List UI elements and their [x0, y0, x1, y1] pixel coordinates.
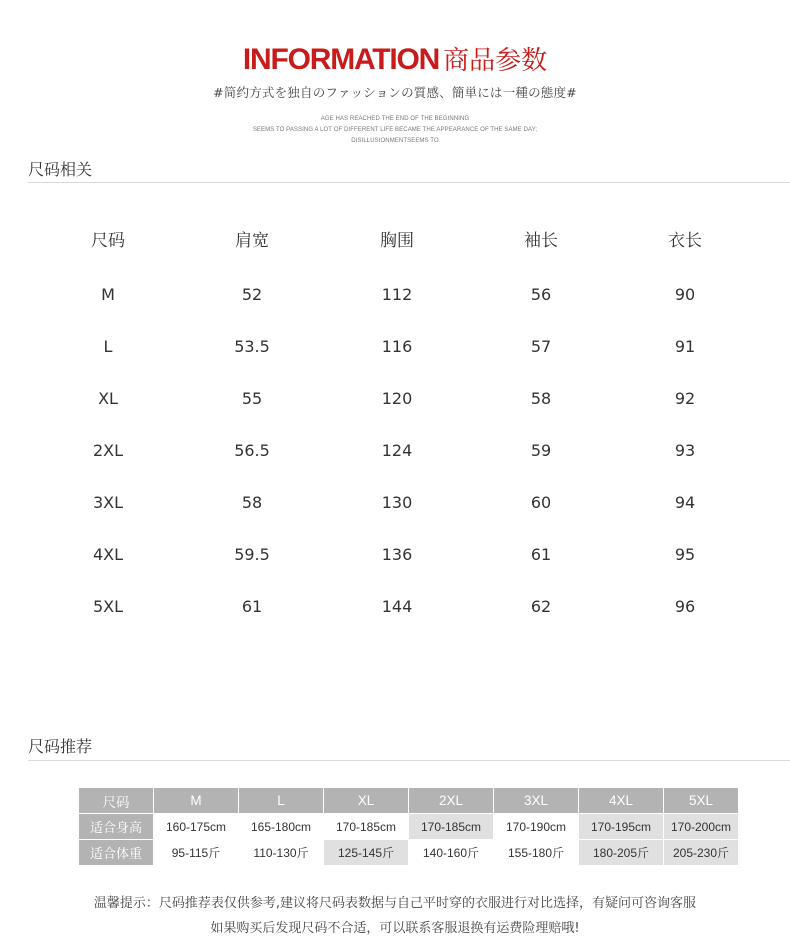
tip-line-1: 温馨提示：尺码推荐表仅供参考,建议将尺码表数据与自己平时穿的衣服进行对比选择，有疑问可咨询客服 [93, 896, 697, 911]
size-header-cell: 肩宽 [235, 231, 269, 251]
table-cell: 205-230斤 [664, 840, 739, 866]
size-table-cell: 52 [241, 285, 263, 304]
table-cell: 170-185cm [324, 814, 409, 840]
section-divider [28, 760, 790, 761]
size-table-cell: 58 [530, 389, 552, 408]
size-table-cell: 92 [674, 389, 696, 408]
recommend-header-row [79, 788, 739, 814]
row-label: 适合身高 [79, 814, 154, 840]
size-table-cell: 112 [381, 285, 413, 304]
size-table-cell: 62 [530, 597, 552, 616]
table-cell: 140-160斤 [409, 840, 494, 866]
table-cell: 170-200cm [664, 814, 739, 840]
size-table-cell: 56 [530, 285, 552, 304]
size-table-cell: 3XL [92, 493, 124, 512]
size-table-cell: 4XL [92, 545, 124, 564]
size-table-cell: 144 [381, 597, 413, 616]
size-table-cell: 5XL [92, 597, 124, 616]
size-table-cell: 61 [530, 545, 552, 564]
size-table-cell: 2XL [92, 441, 124, 460]
title-row [0, 40, 790, 77]
table-row [79, 840, 739, 866]
tagline: #简约方式を独自のファッションの質感、簡単には一種の態度# [213, 85, 577, 100]
header-cell: 尺码 [79, 788, 154, 814]
size-table-cell: 91 [674, 337, 696, 356]
recommend-table [78, 787, 739, 866]
table-cell: 125-145斤 [324, 840, 409, 866]
size-section-title: 尺码相关 [28, 160, 93, 179]
size-table-cell: 59 [530, 441, 552, 460]
table-cell: 95-115斤 [154, 840, 239, 866]
table-row [79, 814, 739, 840]
size-table-cell: 61 [241, 597, 263, 616]
table-cell: 110-130斤 [239, 840, 324, 866]
size-table-cell: 136 [381, 545, 413, 564]
recommend-section-title: 尺码推荐 [28, 737, 93, 756]
table-cell: 170-195cm [579, 814, 664, 840]
size-table-cell: 124 [381, 441, 413, 460]
small-line: DISILLUSIONMENTSEEMS TO [351, 138, 439, 144]
size-table-cell: 130 [381, 493, 413, 512]
header-cell: XL [324, 788, 409, 814]
size-table-cell: 120 [381, 389, 413, 408]
title-en: INFORMATION [242, 43, 440, 76]
header-cell: M [154, 788, 239, 814]
size-table-cell: 90 [674, 285, 696, 304]
small-line: SEEMS TO PASSING A LOT OF DIFFERENT LIFE BECAME THE APPEARANCE OF THE SAME DAY; [252, 127, 538, 133]
table-cell: 170-185cm [409, 814, 494, 840]
size-table-cell: 59.5 [234, 545, 270, 564]
size-table-cell: M [101, 285, 115, 304]
table-cell: 155-180斤 [494, 840, 579, 866]
size-table-cell: 55 [241, 389, 263, 408]
size-table-cell: 60 [530, 493, 552, 512]
size-table-cell: 94 [674, 493, 696, 512]
header-cell: 5XL [664, 788, 739, 814]
header-cell: 3XL [494, 788, 579, 814]
size-table-cell: 56.5 [234, 441, 270, 460]
size-table-cell: 58 [241, 493, 263, 512]
section-divider [28, 182, 790, 183]
size-table-cell: 96 [674, 597, 696, 616]
header-cell: 4XL [579, 788, 664, 814]
header-cell: L [239, 788, 324, 814]
small-line: AGE HAS REACHED THE END OF THE BEGINNING [320, 116, 470, 122]
header-cell: 2XL [409, 788, 494, 814]
table-cell: 170-190cm [494, 814, 579, 840]
page-header [0, 40, 790, 147]
table-cell: 165-180cm [239, 814, 324, 840]
table-cell: 160-175cm [154, 814, 239, 840]
size-header-cell: 衣长 [668, 231, 702, 251]
size-header-cell: 尺码 [91, 231, 125, 251]
size-table-cell: 53.5 [234, 337, 270, 356]
size-table-cell: 93 [674, 441, 696, 460]
small-english-text [0, 114, 790, 147]
size-header-cell: 袖长 [524, 231, 558, 251]
tip-line-2: 如果购买后发现尺码不合适，可以联系客服退换有运费险理赔哦! [210, 921, 580, 936]
size-table-cell: 116 [381, 337, 413, 356]
size-table-cell: 57 [530, 337, 552, 356]
title-cn: 商品参数 [443, 46, 548, 76]
size-header-cell: 胸围 [380, 231, 414, 251]
size-table-cell: 95 [674, 545, 696, 564]
row-label: 适合体重 [79, 840, 154, 866]
size-table-cell: L [103, 337, 113, 356]
size-table-cell: XL [98, 389, 118, 408]
table-cell: 180-205斤 [579, 840, 664, 866]
